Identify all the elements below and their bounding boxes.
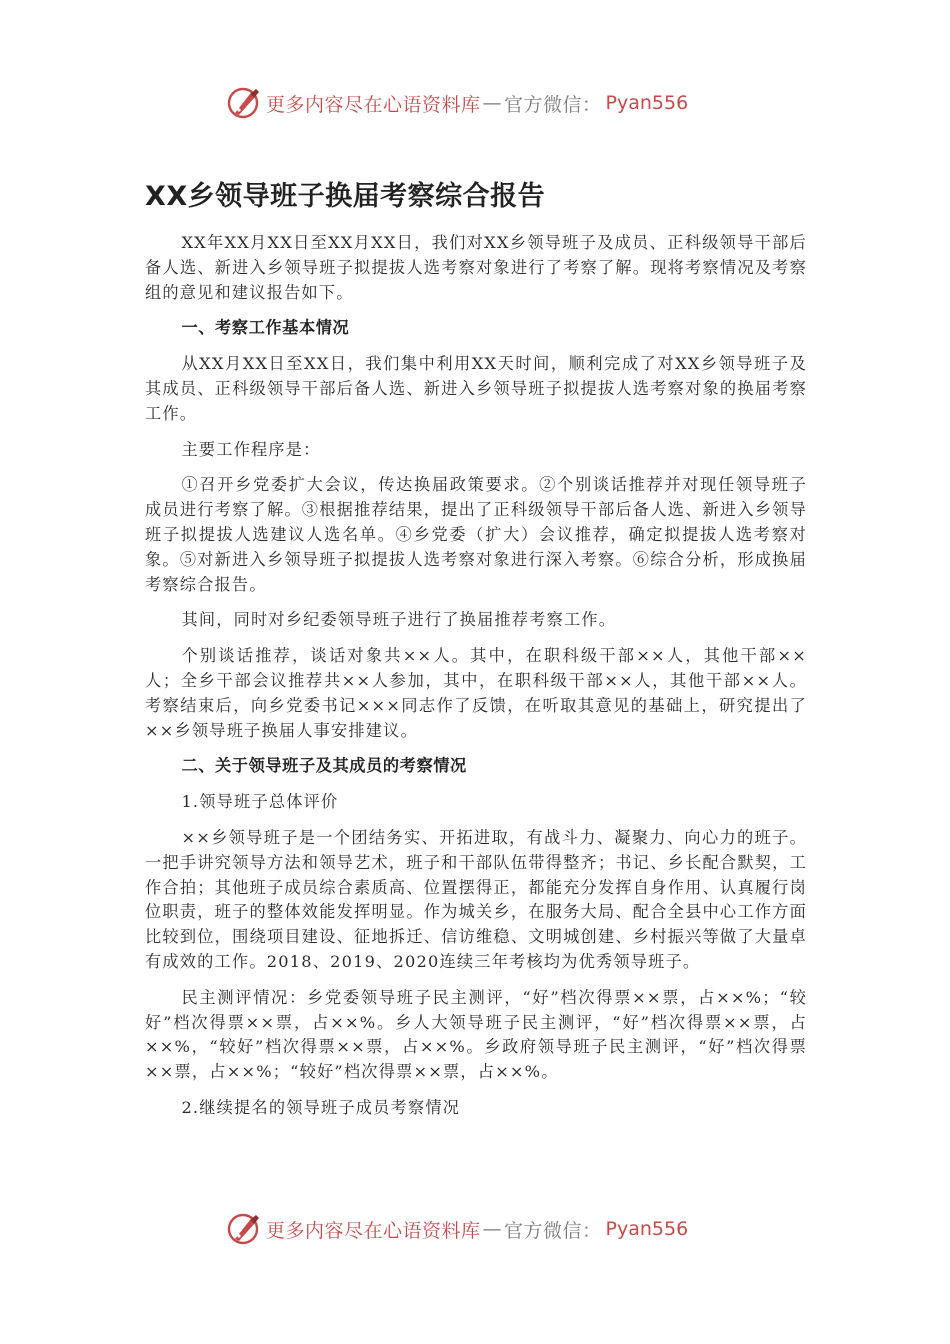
banner-dash: — — [482, 1218, 503, 1240]
paragraph: 个别谈话推荐，谈话对象共××人。其中，在职科级干部××人，其他干部××人；全乡干部会议推荐共××人参加，其中，在职科级干部××人，其他干部××人。考察结束后，向乡党委书记×××同志作了反馈，在听取其意见的基础上，研究提出了××乡领导班子换届人事安排建议。 — [145, 646, 807, 740]
pen-nib-icon — [226, 86, 262, 120]
section-heading: 二、关于领导班子及其成员的考察情况 — [181, 756, 467, 776]
banner-wechat-id: Pyan556 — [605, 1218, 689, 1240]
document-body — [145, 231, 807, 1132]
banner-label: 官方微信： — [504, 93, 602, 116]
paragraph: 主要工作程序是： — [181, 439, 321, 459]
banner-label: 官方微信： — [504, 1219, 602, 1242]
banner-wechat-id: Pyan556 — [605, 92, 689, 114]
paragraph: ××乡领导班子是一个团结务实、开拓进取，有战斗力、凝聚力、向心力的班子。一把手讲究领导方法和领导艺术，班子和干部队伍带得整齐；书记、乡长配合默契，工作合拍；其他班子成员综合素质高、位置摆得正，都能充分发挥自身作用、认真履行岗位职责，班子的整体效能发挥明显。作为城关乡，在服务大局、配合全县中心工作方面比较到位，围绕项目建设、征地拆迁、信访维稳、文明城创建、乡村振兴等做了大量卓有成效的工作。2018、2019、2020连续三年考核均为优秀领导班子。 — [145, 827, 807, 971]
paragraph: ①召开乡党委扩大会议，传达换届政策要求。②个别谈话推荐并对现任领导班子成员进行考察了解。③根据推荐结果，提出了正科级领导干部后备人选、新进入乡领导班子拟提拔人选建议人选名单。④乡党委（扩大）会议推荐，确定拟提拔人选考察对象。⑤对新进入乡领导班子拟提拔人选考察对象进行深入考察。⑥综合分析，形成换届考察综合报告。 — [145, 475, 807, 594]
pen-nib-icon — [226, 1212, 262, 1246]
header-banner — [226, 86, 746, 120]
banner-text: 更多内容尽在心语资料库 — [266, 1219, 481, 1242]
banner-text: 更多内容尽在心语资料库 — [266, 93, 481, 116]
document-title: XX乡领导班子换届考察综合报告 — [145, 181, 546, 212]
section-heading: 一、考察工作基本情况 — [181, 318, 350, 338]
subsection-heading: 1.领导班子总体评价 — [181, 792, 339, 812]
paragraph: 民主测评情况：乡党委领导班子民主测评，“好”档次得票××票，占××%；“较好”档次得票××票，占××%。乡人大领导班子民主测评，“好”档次得票××票，占××%，“较好”档次得票××票，占××%。乡政府领导班子民主测评，“好”档次得票××票，占××%；“较好”档次得票××票，占××%。 — [145, 987, 807, 1082]
paragraph: 从XX月XX日至XX日，我们集中利用XX天时间，顺利完成了对XX乡领导班子及其成员、正科级领导干部后备人选、新进入乡领导班子拟提拔人选考察对象的换届考察工作。 — [145, 354, 807, 423]
banner-dash: — — [482, 92, 503, 114]
paragraph: XX年XX月XX日至XX月XX日，我们对XX乡领导班子及成员、正科级领导干部后备人选、新进入乡领导班子拟提拔人选考察对象进行了考察了解。现将考察情况及考察组的意见和建议报告如下。 — [145, 233, 807, 302]
paragraph: 其间，同时对乡纪委领导班子进行了换届推荐考察工作。 — [181, 610, 617, 630]
subsection-heading: 2.继续提名的领导班子成员考察情况 — [181, 1097, 461, 1117]
footer-banner — [226, 1212, 746, 1246]
